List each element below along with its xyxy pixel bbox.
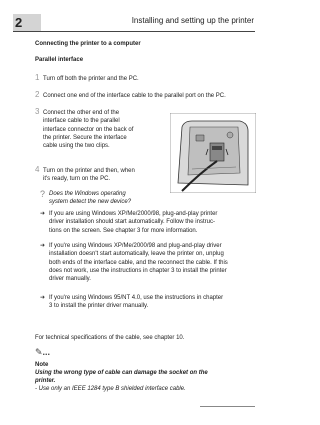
- arrow-right-icon: ➜: [40, 243, 46, 249]
- step-text: Turn off both the printer and the PC.: [43, 76, 139, 82]
- arrow-right-icon: ➜: [40, 295, 46, 301]
- question-text: Does the Windows operating system detect the new device?: [49, 191, 132, 205]
- bullet-text: If you're using Windows XP/Me/2000/98 and plug-and-play driver installation doesn't start automatically, leave the printer on, unplug both ends of the interface cable, and the reconnect the cable. If this does not work, use the instructions in chapter 3 to install the printer driver manually.: [49, 243, 228, 283]
- pencil-icon: ✎...: [35, 347, 51, 357]
- step-number: 4: [35, 165, 40, 174]
- note-warning-line-2: printer.: [35, 378, 56, 384]
- subsection-title: Parallel interface: [35, 57, 84, 63]
- footer-divider: [200, 406, 255, 407]
- bullet-text: If you're using Windows 95/NT 4.0, use the instructions in chapter 3 to install the printer driver manually.: [49, 295, 224, 310]
- note-block: [35, 361, 208, 393]
- step-number: 1: [35, 73, 40, 82]
- printer-back-illustration: [170, 113, 256, 193]
- technical-spec-text: For technical specifications of the cable, see chapter 10.: [35, 335, 185, 341]
- step-text: Connect the other end of the interface cable to the parallel interface connector on the back of the printer. Secure the interface cable using the two clips.: [43, 110, 134, 150]
- arrow-right-icon: ➜: [40, 211, 46, 217]
- note-instruction: - Use only an IEEE 1284 type B shielded interface cable.: [35, 386, 186, 392]
- chapter-number: 2: [13, 14, 41, 31]
- question-mark-icon: ?: [40, 189, 46, 199]
- step-text: Connect one end of the interface cable to the parallel port on the PC.: [43, 93, 226, 99]
- header-divider: [13, 31, 255, 32]
- step-number: 3: [35, 107, 40, 116]
- note-warning-line-1: Using the wrong type of cable can damage the socket on the: [35, 370, 208, 376]
- note-label: Note: [35, 362, 49, 368]
- section-title: Connecting the printer to a computer: [35, 41, 141, 47]
- step-text: Turn on the printer and then, when it's ready, turn on the PC.: [43, 168, 135, 183]
- step-number: 2: [35, 90, 40, 99]
- bullet-text: If you are using Windows XP/Me/2000/98, plug-and-play printer driver installation should start automatically. Follow the instruc- tions on the screen. See chapter 3 for more information.: [49, 211, 218, 234]
- page-header-title: Installing and setting up the printer: [131, 16, 254, 25]
